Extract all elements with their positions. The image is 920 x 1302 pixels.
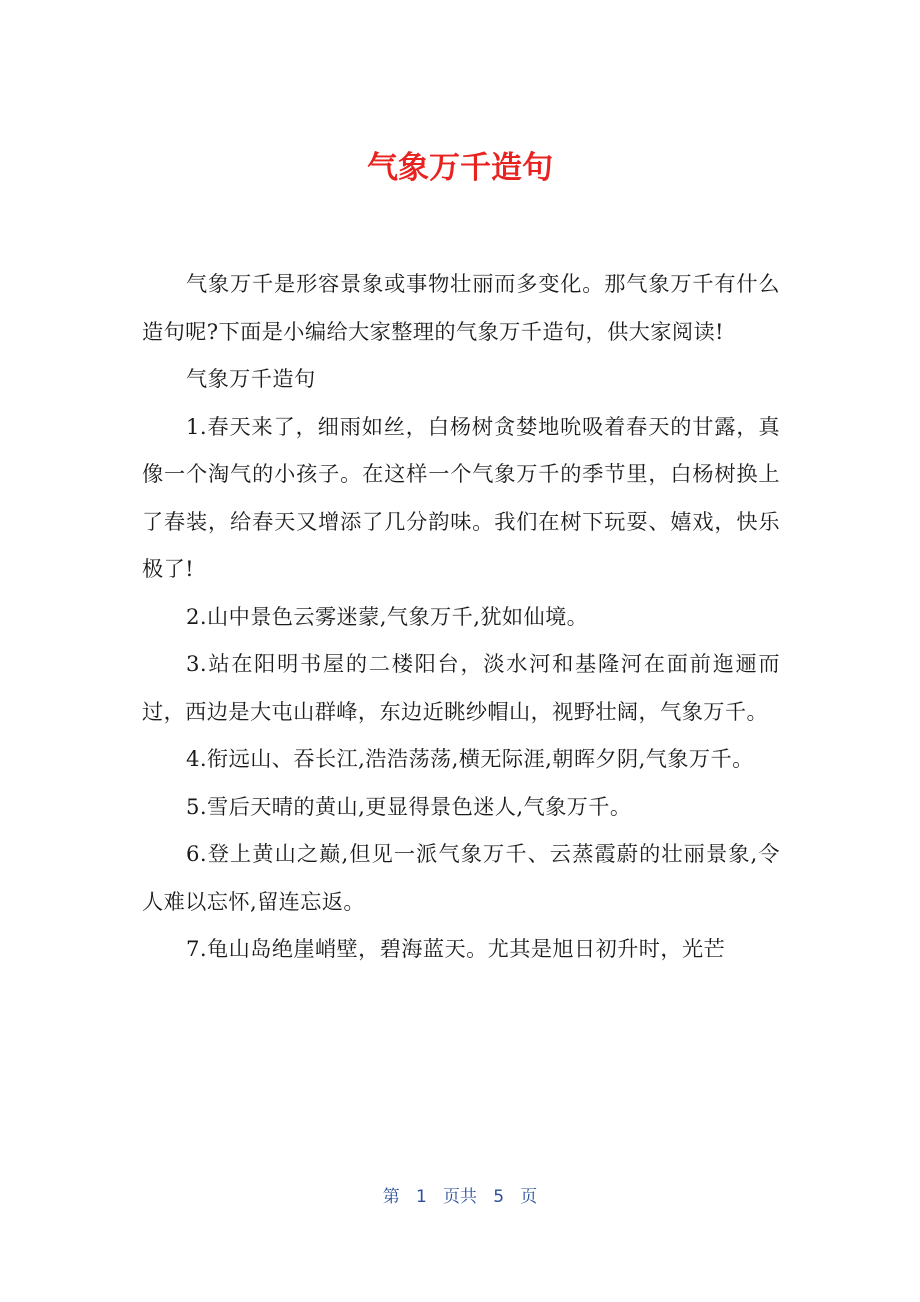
document-title: 气象万千造句 <box>367 150 553 186</box>
footer-total-pages: 5 <box>493 1187 505 1207</box>
footer-middle: 页共 <box>443 1187 477 1207</box>
sentence-item: 5.雪后天晴的黄山,更显得景色迷人,气象万千。 <box>186 793 632 819</box>
sentence-item: 1.春天来了，细雨如丝，白杨树贪婪地吮吸着春天的甘露，真像一个淘气的小孩子。在这样一个气象万千的季节里，白杨树换上了春装，给春天又增添了几分韵味。我们在树下玩耍、嬉戏，快乐极了! <box>142 413 780 581</box>
sentence-item: 3.站在阳明书屋的二楼阳台，淡水河和基隆河在面前迤逦而过，西边是大屯山群峰，东边近眺纱帽山，视野壮阔，气象万千。 <box>142 651 780 724</box>
sentence-item: 4.衔远山、吞长江,浩浩荡荡,横无际涯,朝晖夕阴,气象万千。 <box>186 746 754 771</box>
sentence-item: 2.山中景色云雾迷蒙,气象万千,犹如仙境。 <box>186 603 589 629</box>
footer-page-number: 1 <box>415 1187 427 1207</box>
sentence-item: 7.龟山岛绝崖峭壁，碧海蓝天。尤其是旭日初升时，光芒 <box>186 936 726 961</box>
section-heading: 气象万千造句 <box>186 366 316 391</box>
footer-suffix: 页 <box>520 1187 538 1207</box>
intro-paragraph: 气象万千是形容景象或事物壮丽而多变化。那气象万千有什么造句呢?下面是小编给大家整理的气象万千造句，供大家阅读! <box>142 271 780 344</box>
footer-prefix: 第 <box>382 1187 400 1207</box>
page-footer <box>0 1182 920 1212</box>
sentence-item: 6.登上黄山之巅,但见一派气象万千、云蒸霞蔚的壮丽景象,令人难以忘怀,留连忘返。 <box>142 841 780 914</box>
document-body <box>142 260 780 973</box>
